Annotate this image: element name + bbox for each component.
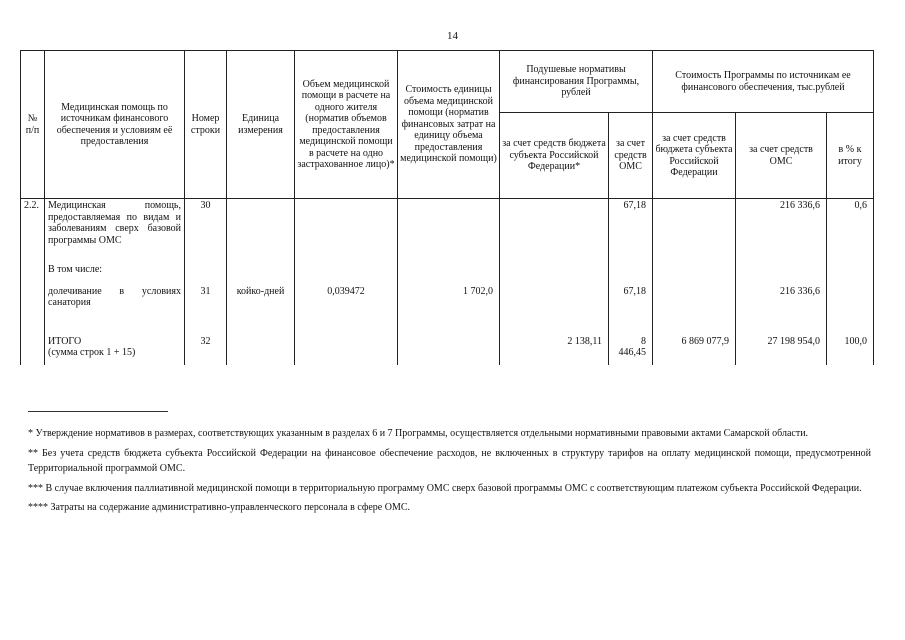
row-cost-percent: 100,0 [827,335,874,365]
row-label [45,335,185,365]
header-program-cost-group: Стоимость Программы по источникам ее финансового обеспечения, тыс.рублей [653,51,874,113]
row-num: 2.2. [21,199,45,263]
row-cost-budget [653,285,736,335]
table-row-total [21,335,874,365]
header-num: № п/п [21,51,45,199]
row-cost-budget [653,263,736,285]
header-cost-oms: за счет средств ОМС [736,113,827,199]
row-percapita-budget [500,285,609,335]
table-row [21,199,874,263]
header-percapita-oms: за счет средств ОМС [609,113,653,199]
row-unit-cost: 1 702,0 [398,285,500,335]
row-volume [295,263,398,285]
page-number: 14 [447,30,458,42]
header-volume: Объем медицинской помощи в расчете на одного жителя (норматив объемов предоставления медицинской помощи в расчете на одно застрахованное лицо)* [295,51,398,199]
row-unit [227,199,295,263]
row-number: 30 [185,199,227,263]
table-row [21,285,874,335]
row-num [21,263,45,285]
row-volume [295,335,398,365]
row-cost-percent [827,263,874,285]
header-unit-cost: Стоимость единицы объема медицинской помощи (норматив финансовых затрат на единицу объема предоставления медицинской помощи) [398,51,500,199]
header-percapita-budget: за счет средств бюджета субъекта Российской Федерации* [500,113,609,199]
footnote-3: *** В случае включения паллиативной медицинской помощи в территориальную программу ОМС сверх базовой программы ОМС с соответствующим платежом субъекта Российской Федерации. [28,482,862,494]
header-cost-percent: в % к итогу [827,113,874,199]
row-num [21,285,45,335]
header-unit: Единица измерения [227,51,295,199]
row-percapita-oms: 67,18 [609,285,653,335]
footnotes [28,426,871,520]
row-percapita-oms [609,263,653,285]
footnote-2: ** Без учета средств бюджета субъекта Российской Федерации на финансовое обеспечение расходов, не включенных в структуру тарифов на оплату медицинской помощи, предусмотренной Территориальной программой ОМС. [28,447,871,474]
footnote-4: **** Затраты на содержание административно-управленческого персонала в сфере ОМС. [28,502,411,513]
header-percapita-group: Подушевые нормативы финансирования Программы, рублей [500,51,653,113]
row-cost-oms: 216 336,6 [736,199,827,263]
table-row [21,263,874,285]
row-label: Медицинская помощь, предоставляемая по видам и заболеваниям сверх базовой программы ОМС [45,199,185,263]
footnote-1: * Утверждение нормативов в размерах, соответствующих указанным в разделах 6 и 7 Программы, осуществляется отдельными нормативными правовыми актами Самарской области. [28,428,809,439]
financing-table [20,50,874,365]
row-number [185,263,227,285]
row-percapita-budget [500,263,609,285]
row-cost-oms [736,263,827,285]
row-volume: 0,039472 [295,285,398,335]
row-percapita-oms: 67,18 [609,199,653,263]
row-cost-percent: 0,6 [827,199,874,263]
row-label: долечивание в условиях санатория [45,285,185,335]
header-row-number: Номер строки [185,51,227,199]
row-cost-oms: 27 198 954,0 [736,335,827,365]
row-unit-cost [398,199,500,263]
row-percapita-budget [500,199,609,263]
total-label: ИТОГО [48,335,82,347]
row-percapita-budget: 2 138,11 [500,335,609,365]
row-cost-oms: 216 336,6 [736,285,827,335]
row-unit: койко-дней [227,285,295,335]
row-label: В том числе: [45,263,185,285]
header-care-type: Медицинская помощь по источникам финансового обеспечения и условиям её предоставления [45,51,185,199]
row-unit [227,335,295,365]
row-cost-budget [653,199,736,263]
row-number: 31 [185,285,227,335]
row-volume [295,199,398,263]
row-num [21,335,45,365]
row-percapita-oms: 8 446,45 [609,335,653,365]
row-unit-cost [398,335,500,365]
header-cost-budget: за счет средств бюджета субъекта Российской Федерации [653,113,736,199]
row-number: 32 [185,335,227,365]
row-unit-cost [398,263,500,285]
row-cost-percent [827,285,874,335]
footnote-divider [28,411,168,412]
total-label-note: (сумма строк 1 + 15) [48,347,136,358]
row-cost-budget: 6 869 077,9 [653,335,736,365]
row-unit [227,263,295,285]
